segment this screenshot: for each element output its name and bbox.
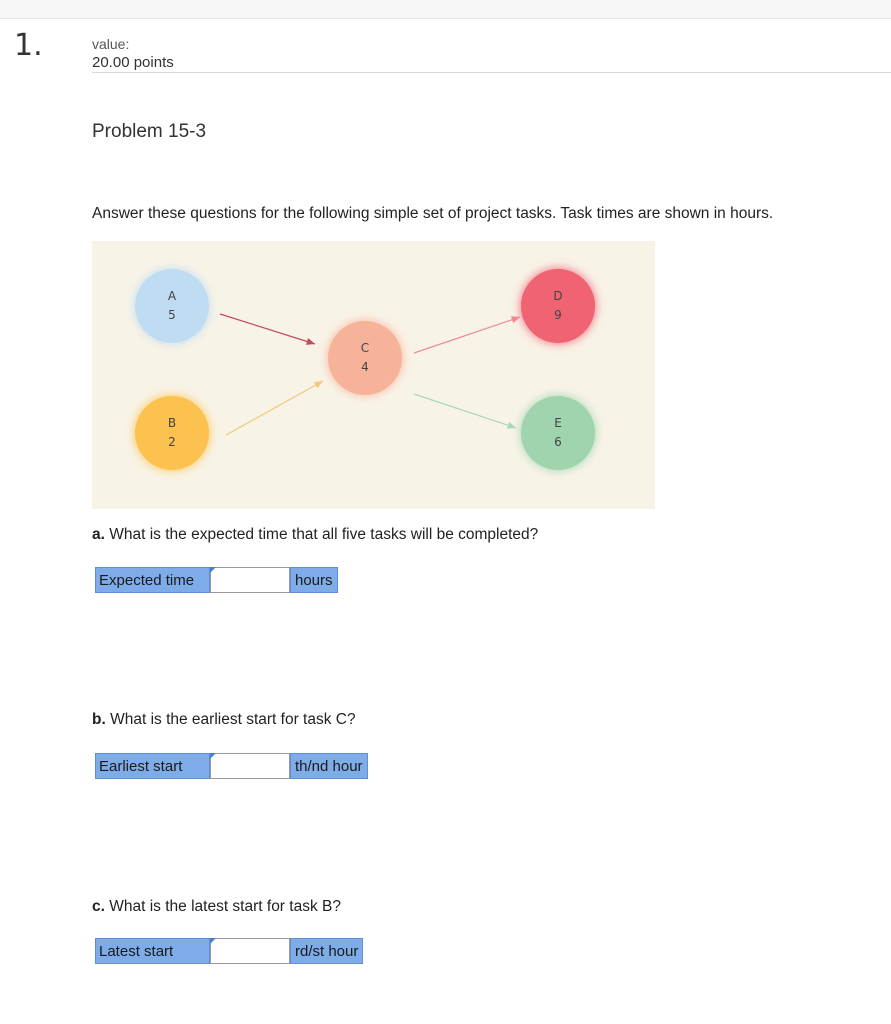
expected-time-input-wrap <box>210 567 290 593</box>
header-divider <box>92 72 891 73</box>
task-node-a-circle <box>135 269 209 343</box>
latest-start-input[interactable] <box>210 938 290 964</box>
latest-start-input-wrap <box>210 938 290 964</box>
part-b-text: What is the earliest start for task C? <box>105 711 356 728</box>
top-band <box>0 0 891 19</box>
problem-title: Problem 15-3 <box>92 121 207 142</box>
value-label: value: <box>92 36 130 52</box>
question-part-c <box>92 898 341 916</box>
task-node-c <box>328 321 402 395</box>
task-node-b-time: 2 <box>168 435 176 449</box>
task-node-b-circle <box>135 396 209 470</box>
latest-start-unit: rd/st hour <box>290 938 363 964</box>
task-node-e-time: 6 <box>554 435 562 449</box>
expected-time-input[interactable] <box>210 567 290 593</box>
task-node-c-id: C <box>360 341 370 355</box>
points-value: 20.00 points <box>92 54 174 71</box>
task-node-d <box>521 269 595 343</box>
part-c-text: What is the latest start for task B? <box>104 898 341 915</box>
earliest-start-label: Earliest start <box>95 753 210 779</box>
earliest-start-input-wrap <box>210 753 290 779</box>
arrow-c-to-e <box>414 394 516 428</box>
arrow-b-to-c <box>226 381 323 435</box>
answer-row-b <box>95 753 368 779</box>
task-node-a-id: A <box>167 289 177 303</box>
earliest-start-unit: th/nd hour <box>290 753 368 779</box>
part-a-letter: a. <box>92 526 105 543</box>
task-node-a-time: 5 <box>168 308 176 322</box>
task-node-d-circle <box>521 269 595 343</box>
task-network-diagram <box>92 241 655 509</box>
task-node-d-id: D <box>553 289 563 303</box>
question-part-a <box>92 526 538 544</box>
task-node-c-circle <box>328 321 402 395</box>
task-node-e-circle <box>521 396 595 470</box>
arrow-c-to-d <box>414 317 520 353</box>
task-node-b-id: B <box>167 416 177 430</box>
task-node-d-time: 9 <box>554 308 562 322</box>
answer-row-a <box>95 567 338 593</box>
expected-time-unit: hours <box>290 567 338 593</box>
task-node-c-time: 4 <box>361 360 369 374</box>
part-b-letter: b. <box>92 711 106 728</box>
arrow-a-to-c <box>220 314 315 344</box>
task-node-e <box>521 396 595 470</box>
part-a-text: What is the expected time that all five tasks will be completed? <box>104 526 539 543</box>
instructions-text: Answer these questions for the following simple set of project tasks. Task times are shown in hours. <box>92 205 774 222</box>
latest-start-label: Latest start <box>95 938 210 964</box>
earliest-start-input[interactable] <box>210 753 290 779</box>
task-node-e-id: E <box>554 416 562 430</box>
question-part-b <box>92 711 356 729</box>
expected-time-label: Expected time <box>95 567 210 593</box>
part-c-letter: c. <box>92 898 105 915</box>
question-number: 1. <box>14 28 43 63</box>
task-node-b <box>135 396 209 470</box>
answer-row-c <box>95 938 363 964</box>
task-node-a <box>135 269 209 343</box>
